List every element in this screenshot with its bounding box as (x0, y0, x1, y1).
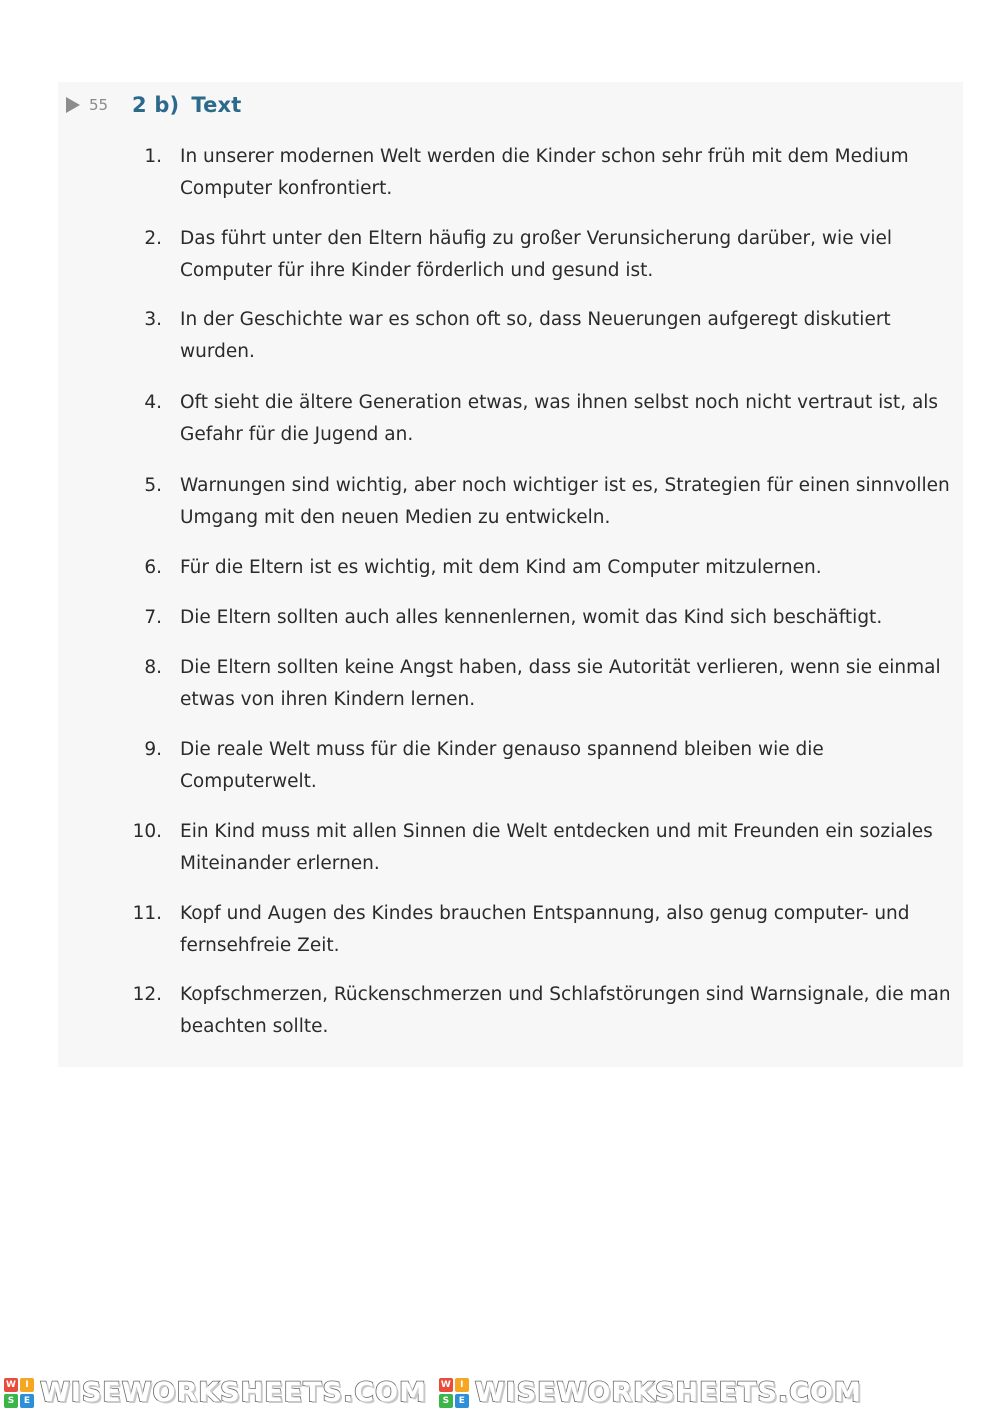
item-text: Ein Kind muss mit allen Sinnen die Welt entdecken und mit Freunden ein soziales Miteinander erlernen. (180, 821, 933, 874)
logo-tile: I (455, 1378, 469, 1392)
item-text: Das führt unter den Eltern häufig zu großer Verunsicherung darüber, wie viel Computer für ihre Kinder förderlich und gesund ist. (180, 228, 893, 281)
item-number: 6. (144, 557, 162, 578)
logo-tile: S (4, 1394, 18, 1408)
brand-text: WISEWORKSHEETS.COM (40, 1377, 427, 1408)
list-item (118, 223, 958, 287)
item-number: 8. (144, 657, 162, 678)
watermark-group (439, 1377, 862, 1408)
item-text: Oft sieht die ältere Generation etwas, was ihnen selbst noch nicht vertraut ist, als Gefahr für die Jugend an. (180, 392, 939, 445)
item-text: In der Geschichte war es schon oft so, dass Neuerungen aufgeregt diskutiert wurden. (180, 309, 891, 362)
list-item (118, 816, 958, 880)
item-text: Die reale Welt muss für die Kinder genauso spannend bleiben wie die Computerwelt. (180, 739, 824, 792)
logo-tile: E (20, 1394, 34, 1408)
item-number: 5. (144, 475, 162, 496)
track-number: 55 (89, 96, 109, 114)
list-item (118, 304, 958, 368)
exercise-label: 2 b) (132, 93, 180, 117)
item-text: In unserer modernen Welt werden die Kinder schon sehr früh mit dem Medium Computer konfrontiert. (180, 146, 909, 199)
logo-tile: E (455, 1394, 469, 1408)
logo-tile: S (439, 1394, 453, 1408)
item-number: 9. (144, 739, 162, 760)
item-text: Die Eltern sollten auch alles kennenlernen, womit das Kind sich beschäftigt. (180, 607, 883, 628)
exercise-header (66, 90, 242, 120)
list-item (118, 898, 958, 962)
item-text: Die Eltern sollten keine Angst haben, dass sie Autorität verlieren, wenn sie einmal etwas von ihren Kindern lernen. (180, 657, 941, 710)
item-number: 11. (132, 903, 162, 924)
logo-tile: W (4, 1378, 18, 1392)
list-item (118, 602, 958, 634)
item-number: 7. (144, 607, 162, 628)
exercise-title (132, 93, 242, 117)
item-number: 1. (144, 146, 162, 167)
item-text: Kopf und Augen des Kindes brauchen Entspannung, also genug computer- und fernsehfreie Zeit. (180, 903, 910, 956)
item-text: Für die Eltern ist es wichtig, mit dem Kind am Computer mitzulernen. (180, 557, 822, 578)
list-item (118, 552, 958, 584)
list-item (118, 470, 958, 534)
list-item (118, 387, 958, 451)
logo-tile: I (20, 1378, 34, 1392)
item-text: Warnungen sind wichtig, aber noch wichtiger ist es, Strategien für einen sinnvollen Umgang mit den neuen Medien zu entwickeln. (180, 475, 950, 528)
item-number: 10. (132, 821, 162, 842)
play-icon[interactable] (66, 97, 80, 113)
logo-tile: W (439, 1378, 453, 1392)
logo-icon (439, 1378, 469, 1408)
list-item (118, 979, 958, 1043)
item-number: 3. (144, 309, 162, 330)
list-item (118, 141, 958, 205)
brand-text: WISEWORKSHEETS.COM (474, 1377, 862, 1408)
logo-icon (4, 1378, 34, 1408)
watermark-footer (0, 1372, 1000, 1413)
item-number: 12. (132, 984, 162, 1005)
item-number: 2. (144, 228, 162, 249)
exercise-title-text: Text (191, 93, 242, 117)
list-item (118, 652, 958, 716)
list-item (118, 734, 958, 798)
watermark-group (4, 1377, 427, 1408)
item-number: 4. (144, 392, 162, 413)
item-text: Kopfschmerzen, Rückenschmerzen und Schlafstörungen sind Warnsignale, die man beachten sollte. (180, 984, 951, 1037)
